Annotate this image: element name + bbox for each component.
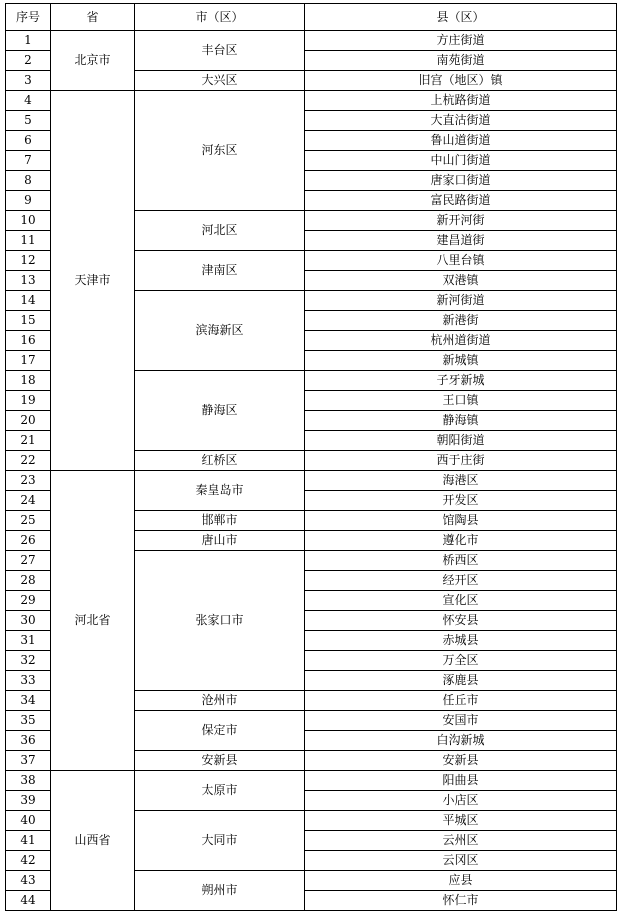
district-cell: 万全区 <box>305 651 617 671</box>
row-index: 7 <box>6 151 51 171</box>
district-cell: 云州区 <box>305 831 617 851</box>
city-cell: 沧州市 <box>135 691 305 711</box>
table-body <box>6 31 617 911</box>
city-cell: 滨海新区 <box>135 291 305 371</box>
table-row <box>6 771 617 791</box>
row-index: 17 <box>6 351 51 371</box>
district-cell: 怀安县 <box>305 611 617 631</box>
row-index: 26 <box>6 531 51 551</box>
row-index: 20 <box>6 411 51 431</box>
header-index: 序号 <box>6 4 51 31</box>
district-cell: 平城区 <box>305 811 617 831</box>
region-table <box>5 3 617 911</box>
district-cell: 杭州道街道 <box>305 331 617 351</box>
district-cell: 桥西区 <box>305 551 617 571</box>
row-index: 38 <box>6 771 51 791</box>
district-cell: 新开河街 <box>305 211 617 231</box>
row-index: 4 <box>6 91 51 111</box>
district-cell: 上杭路街道 <box>305 91 617 111</box>
row-index: 31 <box>6 631 51 651</box>
district-cell: 新河街道 <box>305 291 617 311</box>
row-index: 24 <box>6 491 51 511</box>
district-cell: 云冈区 <box>305 851 617 871</box>
row-index: 32 <box>6 651 51 671</box>
row-index: 12 <box>6 251 51 271</box>
district-cell: 小店区 <box>305 791 617 811</box>
header-district: 县（区） <box>305 4 617 31</box>
row-index: 28 <box>6 571 51 591</box>
district-cell: 宣化区 <box>305 591 617 611</box>
table-header <box>6 4 617 31</box>
city-cell: 静海区 <box>135 371 305 451</box>
city-cell: 大兴区 <box>135 71 305 91</box>
district-cell: 赤城县 <box>305 631 617 651</box>
district-cell: 富民路街道 <box>305 191 617 211</box>
district-cell: 子牙新城 <box>305 371 617 391</box>
city-cell: 丰台区 <box>135 31 305 71</box>
district-cell: 鲁山道街道 <box>305 131 617 151</box>
table-row <box>6 91 617 111</box>
city-cell: 大同市 <box>135 811 305 871</box>
city-cell: 秦皇岛市 <box>135 471 305 511</box>
row-index: 10 <box>6 211 51 231</box>
row-index: 2 <box>6 51 51 71</box>
district-cell: 大直沽街道 <box>305 111 617 131</box>
header-city: 市（区） <box>135 4 305 31</box>
row-index: 30 <box>6 611 51 631</box>
row-index: 19 <box>6 391 51 411</box>
row-index: 37 <box>6 751 51 771</box>
row-index: 27 <box>6 551 51 571</box>
row-index: 18 <box>6 371 51 391</box>
city-cell: 太原市 <box>135 771 305 811</box>
district-cell: 白沟新城 <box>305 731 617 751</box>
district-cell: 阳曲县 <box>305 771 617 791</box>
row-index: 8 <box>6 171 51 191</box>
row-index: 21 <box>6 431 51 451</box>
row-index: 11 <box>6 231 51 251</box>
row-index: 14 <box>6 291 51 311</box>
district-cell: 安新县 <box>305 751 617 771</box>
province-cell: 天津市 <box>51 91 135 471</box>
district-cell: 建昌道街 <box>305 231 617 251</box>
district-cell: 双港镇 <box>305 271 617 291</box>
district-cell: 南苑街道 <box>305 51 617 71</box>
row-index: 22 <box>6 451 51 471</box>
district-cell: 中山门街道 <box>305 151 617 171</box>
district-cell: 海港区 <box>305 471 617 491</box>
district-cell: 涿鹿县 <box>305 671 617 691</box>
row-index: 13 <box>6 271 51 291</box>
city-cell: 唐山市 <box>135 531 305 551</box>
row-index: 43 <box>6 871 51 891</box>
district-cell: 八里台镇 <box>305 251 617 271</box>
district-cell: 安国市 <box>305 711 617 731</box>
row-index: 39 <box>6 791 51 811</box>
city-cell: 红桥区 <box>135 451 305 471</box>
row-index: 23 <box>6 471 51 491</box>
province-cell: 北京市 <box>51 31 135 91</box>
row-index: 40 <box>6 811 51 831</box>
city-cell: 保定市 <box>135 711 305 751</box>
row-index: 36 <box>6 731 51 751</box>
district-cell: 馆陶县 <box>305 511 617 531</box>
district-cell: 唐家口街道 <box>305 171 617 191</box>
district-cell: 新城镇 <box>305 351 617 371</box>
table-row <box>6 31 617 51</box>
region-table-wrapper <box>5 3 617 911</box>
city-cell: 朔州市 <box>135 871 305 911</box>
district-cell: 经开区 <box>305 571 617 591</box>
row-index: 15 <box>6 311 51 331</box>
row-index: 42 <box>6 851 51 871</box>
district-cell: 旧宫（地区）镇 <box>305 71 617 91</box>
city-cell: 安新县 <box>135 751 305 771</box>
row-index: 16 <box>6 331 51 351</box>
table-row <box>6 471 617 491</box>
row-index: 34 <box>6 691 51 711</box>
district-cell: 任丘市 <box>305 691 617 711</box>
row-index: 1 <box>6 31 51 51</box>
district-cell: 应县 <box>305 871 617 891</box>
row-index: 33 <box>6 671 51 691</box>
row-index: 29 <box>6 591 51 611</box>
city-cell: 邯郸市 <box>135 511 305 531</box>
city-cell: 河北区 <box>135 211 305 251</box>
row-index: 44 <box>6 891 51 911</box>
city-cell: 河东区 <box>135 91 305 211</box>
province-cell: 山西省 <box>51 771 135 911</box>
district-cell: 怀仁市 <box>305 891 617 911</box>
row-index: 35 <box>6 711 51 731</box>
district-cell: 开发区 <box>305 491 617 511</box>
header-row <box>6 4 617 31</box>
district-cell: 王口镇 <box>305 391 617 411</box>
district-cell: 朝阳街道 <box>305 431 617 451</box>
row-index: 9 <box>6 191 51 211</box>
district-cell: 遵化市 <box>305 531 617 551</box>
district-cell: 静海镇 <box>305 411 617 431</box>
row-index: 6 <box>6 131 51 151</box>
row-index: 25 <box>6 511 51 531</box>
row-index: 5 <box>6 111 51 131</box>
district-cell: 西于庄街 <box>305 451 617 471</box>
header-province: 省 <box>51 4 135 31</box>
city-cell: 津南区 <box>135 251 305 291</box>
province-cell: 河北省 <box>51 471 135 771</box>
district-cell: 新港街 <box>305 311 617 331</box>
row-index: 3 <box>6 71 51 91</box>
city-cell: 张家口市 <box>135 551 305 691</box>
district-cell: 方庄街道 <box>305 31 617 51</box>
row-index: 41 <box>6 831 51 851</box>
